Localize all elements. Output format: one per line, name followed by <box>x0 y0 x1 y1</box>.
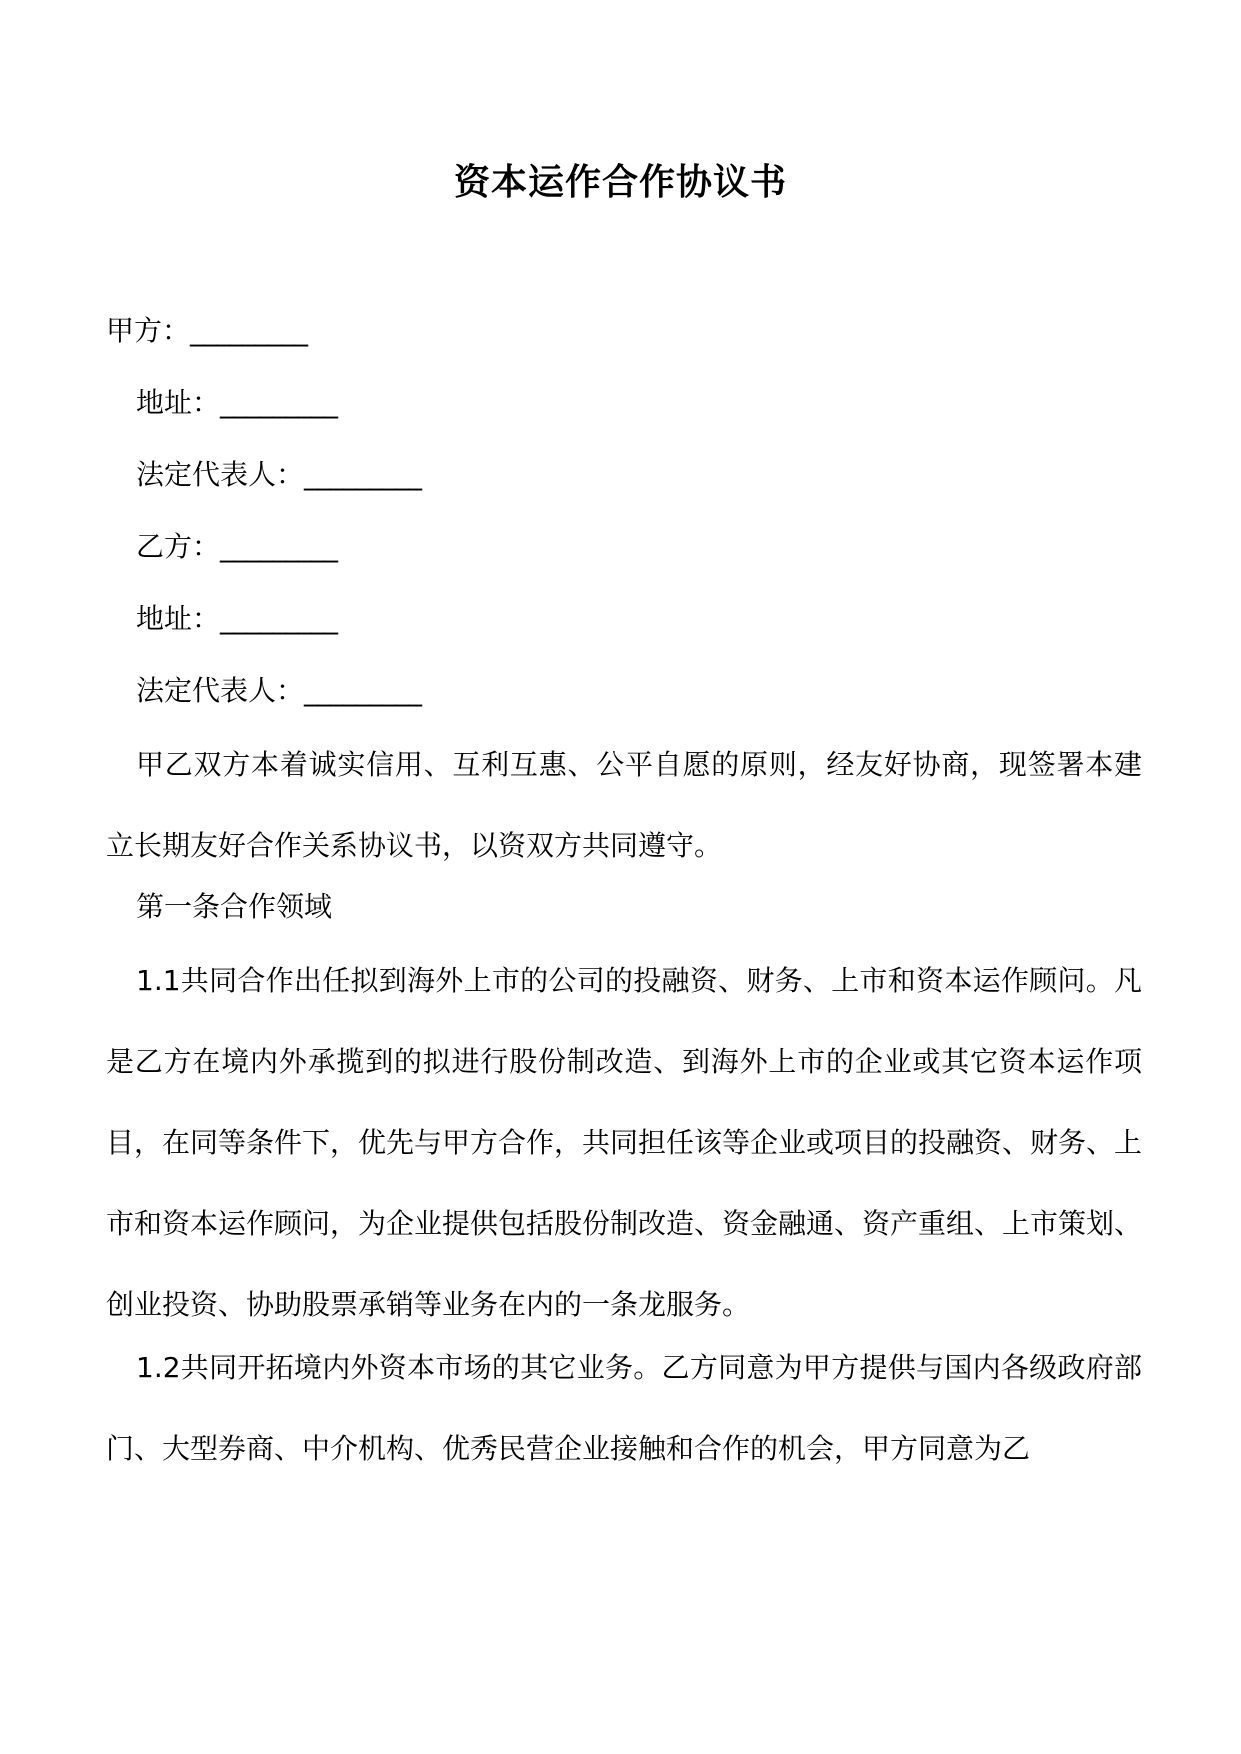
party-a-address-label: 地址： <box>136 386 221 419</box>
party-a-label: 甲方： <box>106 314 191 347</box>
party-b-line <box>136 527 337 567</box>
party-b-representative-label: 法定代表人： <box>136 674 305 707</box>
document-title: 资本运作合作协议书 <box>453 162 787 203</box>
party-b-representative-blank: _________ <box>304 674 422 707</box>
party-b-label: 乙方： <box>136 530 221 563</box>
party-a-representative-line <box>136 455 421 495</box>
party-b-address-blank: _________ <box>220 602 338 635</box>
party-b-address-label: 地址： <box>136 602 221 635</box>
clause-1-2-paragraph: 1.2共同开拓境内外资本市场的其它业务。乙方同意为甲方提供与国内各级政府部门、大型券商、中介机构、优秀民营企业接触和合作的机会，甲方同意为乙 <box>106 1351 1142 1465</box>
party-b-representative-line <box>136 671 421 711</box>
party-a-blank: _________ <box>190 314 308 347</box>
intro-paragraph: 甲乙双方本着诚实信用、互利互惠、公平自愿的原则，经友好协商，现签署本建立长期友好合作关系协议书，以资双方共同遵守。 <box>106 748 1142 862</box>
party-a-line <box>106 311 307 351</box>
article-1-heading: 第一条合作领域 <box>136 890 333 923</box>
party-a-representative-blank: _________ <box>304 458 422 491</box>
clause-1-1-paragraph: 1.1共同合作出任拟到海外上市的公司的投融资、财务、上市和资本运作顾问。凡是乙方在境内外承揽到的拟进行股份制改造、到海外上市的企业或其它资本运作项目，在同等条件下，优先与甲方合作，共同担任该等企业或项目的投融资、财务、上市和资本运作顾问，为企业提供包括股份制改造、资金融通、资产重组、上市策划、创业投资、协助股票承销等业务在内的一条龙服务。 <box>106 964 1143 1321</box>
party-a-address-line <box>136 383 337 423</box>
party-a-representative-label: 法定代表人： <box>136 458 305 491</box>
party-a-address-blank: _________ <box>220 386 338 419</box>
party-b-address-line <box>136 599 337 639</box>
party-b-blank: _________ <box>220 530 338 563</box>
